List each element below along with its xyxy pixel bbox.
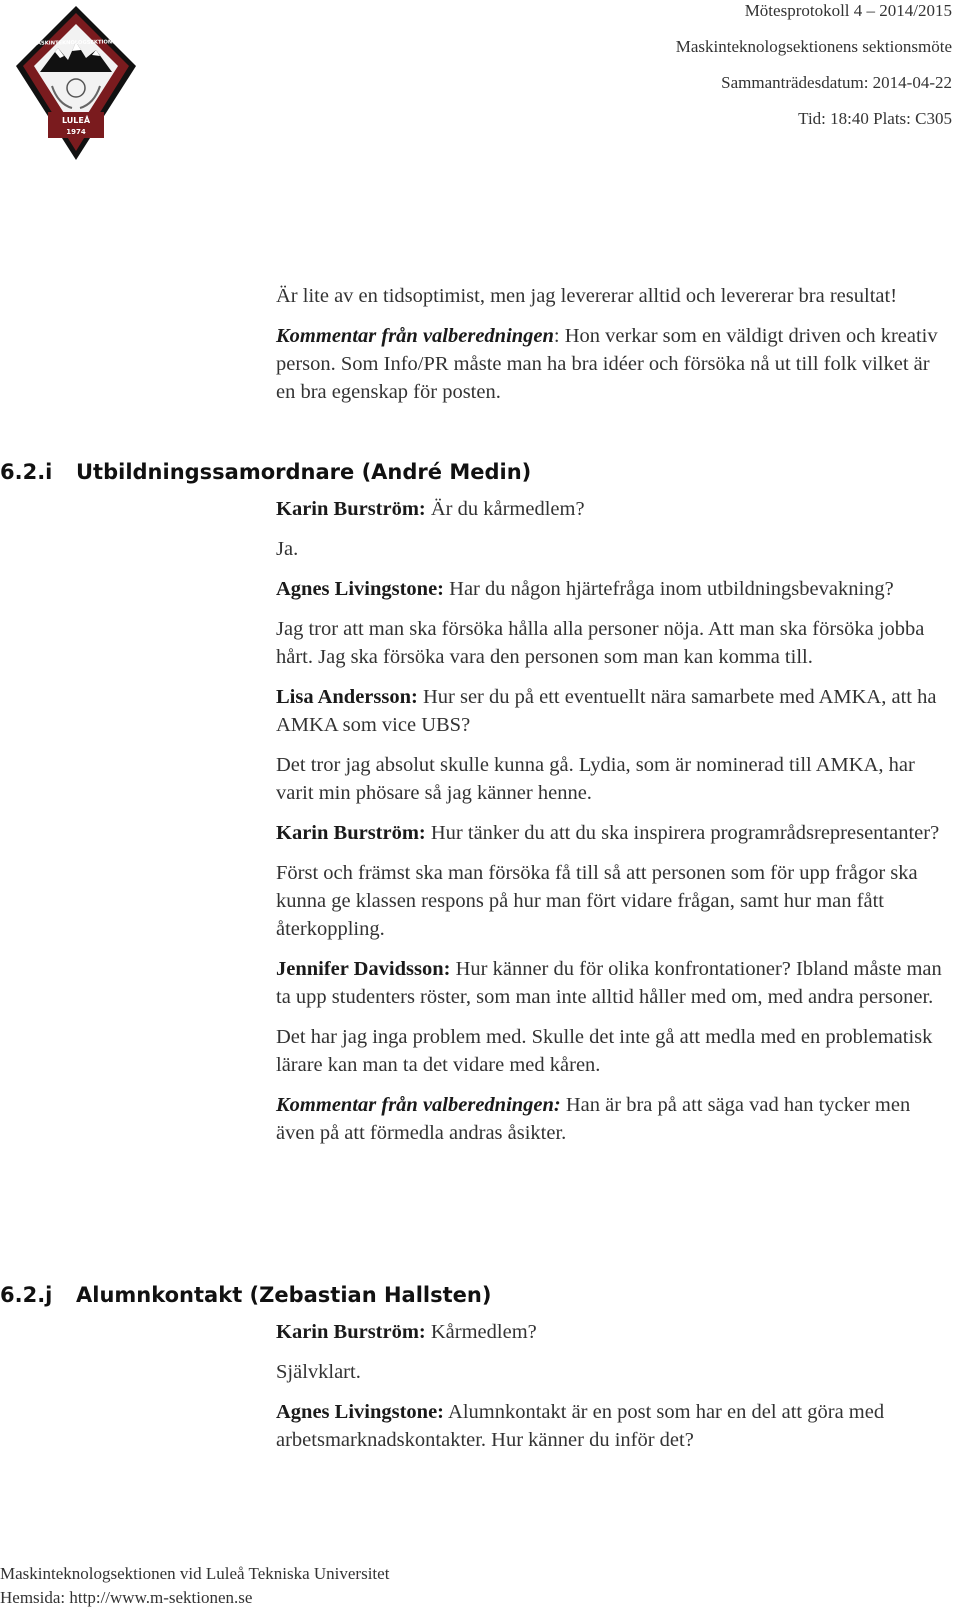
question: Agnes Livingstone: Har du någon hjärtefråga inom utbildningsbevakning? xyxy=(276,578,894,600)
section-number: 6.2.i xyxy=(0,460,53,484)
header-date: Sammanträdesdatum: 2014-04-22 xyxy=(721,73,952,92)
section-heading-6-2-i xyxy=(0,460,531,484)
previous-candidate-block xyxy=(276,282,946,406)
footer-website: Hemsida: http://www.m-sektionen.se xyxy=(0,1588,253,1607)
header-protocol: Mötesprotokoll 4 – 2014/2015 xyxy=(744,1,952,20)
question: Jennifer Davidsson: Hur känner du för olika konfrontationer? Ibland måste man ta upp studenters röster, som man inte alltid håller med om, med andra personer. xyxy=(276,958,942,1008)
answer: Det har jag inga problem med. Skulle det inte gå att medla med en problematisk lärare kan man ta det vidare med kåren. xyxy=(276,1026,933,1076)
header-time-place: Tid: 18:40 Plats: C305 xyxy=(798,109,952,128)
header-meeting: Maskinteknologsektionens sektionsmöte xyxy=(675,37,952,56)
question: Karin Burström: Är du kårmedlem? xyxy=(276,498,585,520)
answer: Självklart. xyxy=(276,1361,361,1383)
section-j-body xyxy=(276,1318,946,1454)
logo-city: LULEÅ xyxy=(61,116,91,125)
section-logo xyxy=(14,4,138,162)
comment-label: Kommentar från valberedningen xyxy=(276,325,554,347)
comment-text: : Hon verkar som en väldigt driven och kreativ person. Som Info/PR måste man ha bra idéer och försöka nå ut till folk vilket är en bra egenskap för posten. xyxy=(276,325,938,403)
answer: Ja. xyxy=(276,538,299,560)
answer: Först och främst ska man försöka få till så att personen som för upp frågor ska kunna ge klassen respons på hur man fört vidare frågan, samt hur man fått återkoppling. xyxy=(276,862,918,940)
section-heading-6-2-j xyxy=(0,1283,491,1307)
footer-organization: Maskinteknologsektionen vid Luleå Tekniska Universitet xyxy=(0,1564,390,1583)
logo-year: 1974 xyxy=(66,128,86,136)
question: Karin Burström: Hur tänker du att du ska inspirera programrådsrepresentanter? xyxy=(276,822,940,844)
question: Agnes Livingstone: Alumnkontakt är en post som har en del att göra med arbetsmarknadskontakter. Hur känner du inför det? xyxy=(276,1401,885,1451)
committee-comment xyxy=(276,322,946,406)
section-title: Utbildningssamordnare (André Medin) xyxy=(76,460,532,484)
logo-arc-text: MASKINTEKNOLOGSEKTIONEN xyxy=(31,39,121,47)
question: Lisa Andersson: Hur ser du på ett eventuellt nära samarbete med AMKA, att ha AMKA som vice UBS? xyxy=(276,686,937,736)
document-footer xyxy=(0,1562,389,1610)
answer: Det tror jag absolut skulle kunna gå. Lydia, som är nominerad till AMKA, har varit min phösare så jag känner henne. xyxy=(276,754,915,804)
document-header xyxy=(676,0,952,144)
answer: Jag tror att man ska försöka hålla alla personer nöja. Att man ska försöka jobba hårt. Jag ska försöka vara den personen som man kan komma till. xyxy=(276,618,925,668)
committee-comment: Kommentar från valberedningen: Han är bra på att säga vad han tycker men även på att förmedla andras åsikter. xyxy=(276,1094,911,1144)
answer-text: Är lite av en tidsoptimist, men jag levererar alltid och levererar bra resultat! xyxy=(276,285,898,307)
section-number: 6.2.j xyxy=(0,1283,53,1307)
section-title: Alumnkontakt (Zebastian Hallsten) xyxy=(76,1283,492,1307)
question: Karin Burström: Kårmedlem? xyxy=(276,1321,537,1343)
section-i-body xyxy=(276,495,946,1147)
